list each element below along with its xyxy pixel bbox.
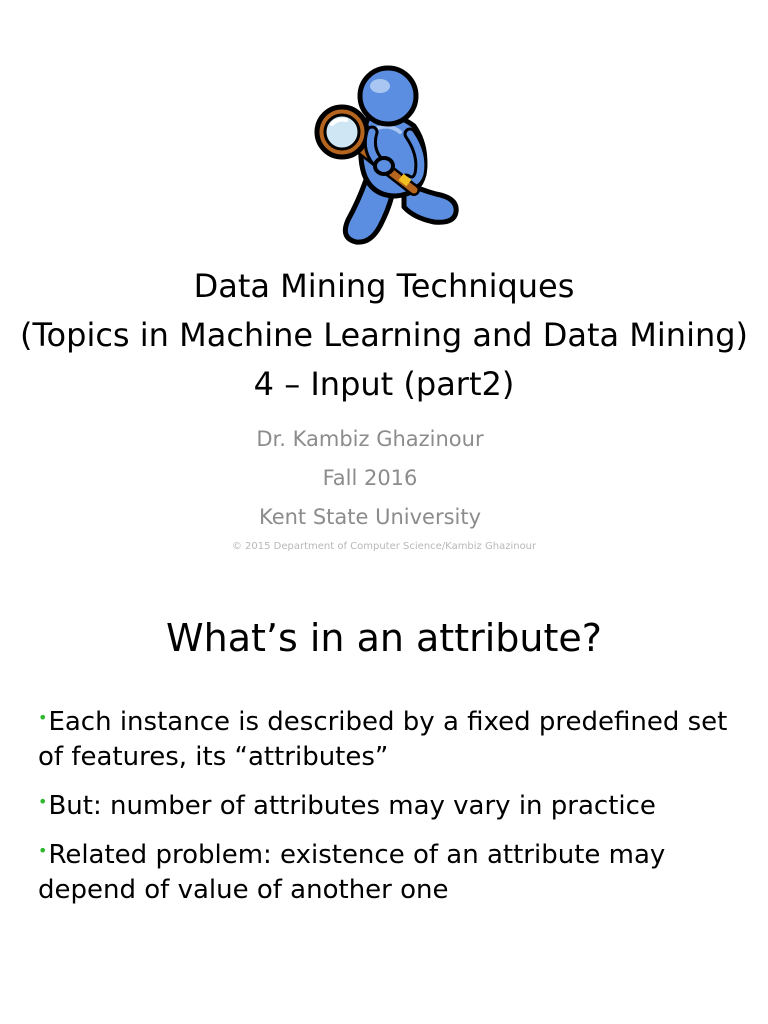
title-line: (Topics in Machine Learning and Data Mining): [19, 316, 749, 354]
presentation-title: [0, 262, 768, 409]
slide-title: What’s in an attribute?: [166, 616, 602, 660]
copyright-notice: © 2015 Department of Computer Science/Kambiz Ghazinour: [231, 541, 537, 552]
bullet-text: But: number of attributes may vary in practice: [48, 791, 656, 821]
institution: Kent State University: [258, 505, 482, 529]
bullet-item: [38, 833, 738, 908]
bullet-dot-icon: •: [38, 792, 48, 811]
bullet-item: [38, 700, 738, 775]
bullet-list: [38, 700, 738, 917]
bullet-text: Each instance is described by a fixed predefined set of features, its “attributes”: [38, 707, 728, 772]
title-line: Data Mining Techniques: [193, 267, 575, 305]
magnifying-glass-figure-icon: [296, 62, 480, 248]
author-name: Dr. Kambiz Ghazinour: [256, 427, 484, 451]
content-slide: [0, 576, 768, 1024]
bullet-text: Related problem: existence of an attribute may depend of value of another one: [38, 840, 666, 905]
bullet-item: [38, 784, 738, 824]
presentation-subtitle: [0, 420, 740, 537]
bullet-dot-icon: •: [38, 841, 48, 860]
term: Fall 2016: [322, 466, 418, 490]
bullet-dot-icon: •: [38, 708, 48, 727]
title-line: 4 – Input (part2): [253, 365, 515, 403]
